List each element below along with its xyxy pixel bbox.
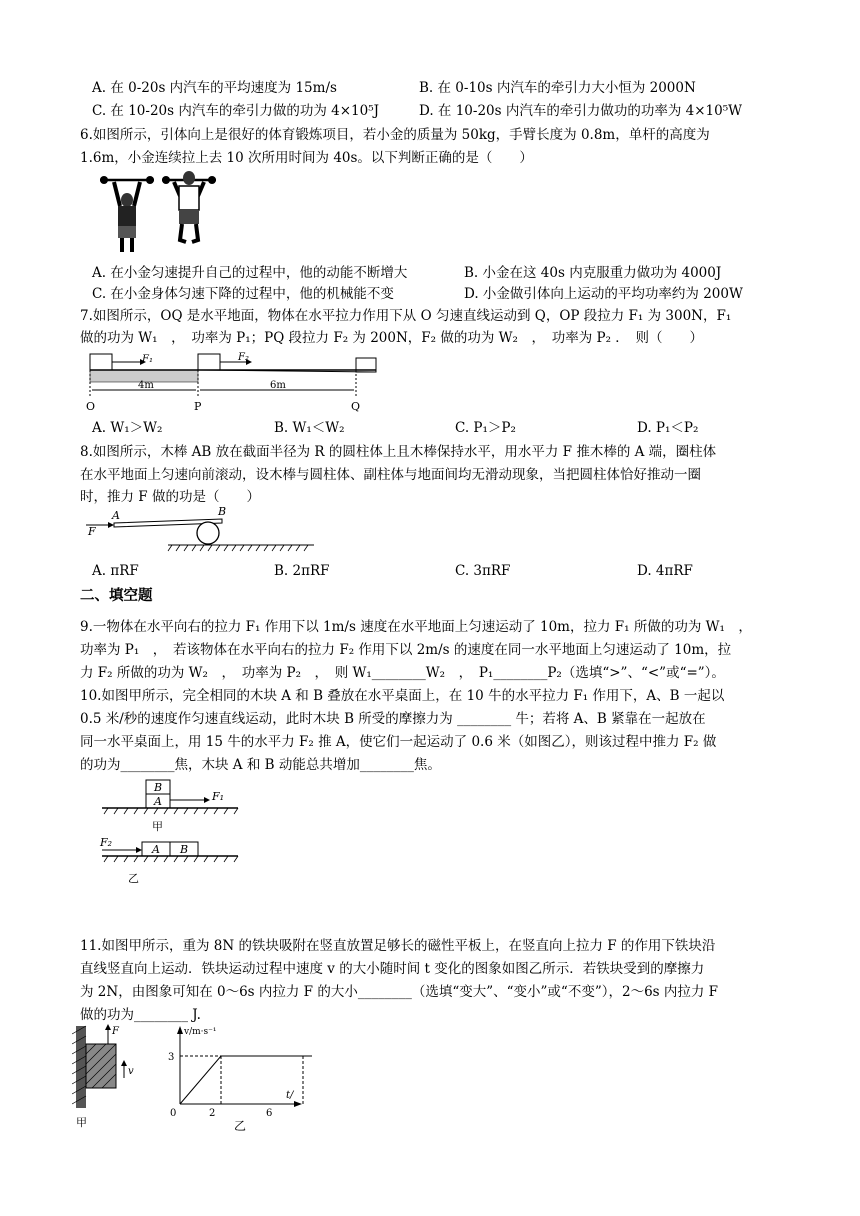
q10-yi-label-b: B <box>180 843 189 856</box>
q7-option-d: D. P₁＜P₂ <box>637 420 699 436</box>
q10-stem-line4: 的功为________焦，木块 A 和 B 动能总共增加________焦。 <box>80 757 441 773</box>
q7-label-p: P <box>194 400 202 413</box>
q7-stem-line2: 做的功为 W₁ ， 功率为 P₁；PQ 段拉力 F₂ 为 200N，F₂ 做的功为 W₂ ， 功率为 P₂ ． 则（ ） <box>80 330 704 346</box>
q7-label-4m: 4m <box>138 380 154 391</box>
q10-label-yi: 乙 <box>128 872 139 885</box>
q10-stem-line1: 10.如图甲所示，完全相同的木块 A 和 B 叠放在水平桌面上，在 10 牛的水平拉力 F₁ 作用下，A、B 一起以 <box>80 688 725 704</box>
section-heading-fill-in: 二、填空题 <box>80 588 153 604</box>
q8-option-d: D. 4πRF <box>637 563 693 579</box>
q10-jia-label-b: B <box>154 781 163 794</box>
q11-label-v: v <box>128 1066 134 1077</box>
q5-option-b: B. 在 0-10s 内汽车的牵引力大小恒为 2000N <box>419 80 696 96</box>
q11-stem-line3: 为 2N，由图象可知在 0～6s 内拉力 F 的大小________（选填“变大”、“变小”或“不变”），2～6s 内拉力 F <box>80 984 719 1000</box>
q11-stem-line2: 直线竖直向上运动．铁块运动过程中速度 v 的大小随时间 t 变化的图象如图乙所示．若铁块受到的摩擦力 <box>80 961 705 977</box>
q6-stem-line1: 6.如图所示，引体向上是很好的体育锻炼项目，若小金的质量为 50kg，手臂长度为 0.8m，单杆的高度为 <box>80 127 710 143</box>
q8-label-b: B <box>218 505 227 518</box>
q8-option-c: C. 3πRF <box>455 563 511 579</box>
q6-option-a: A. 在小金匀速提升自己的过程中，他的动能不断增大 <box>92 265 408 281</box>
q10-label-f2: F₂ <box>100 836 113 849</box>
q11-chart-origin: 0 <box>170 1108 177 1119</box>
q8-option-b: B. 2πRF <box>274 563 330 579</box>
q5-option-a: A. 在 0-20s 内汽车的平均速度为 15m/s <box>92 80 337 96</box>
q10-stem-line2: 0.5 米/秒的速度作匀速直线运动，此时木块 B 所受的摩擦力为 ________ 牛；若将 A、B 紧靠在一起放在 <box>80 711 706 727</box>
q7-label-f2: F₂ <box>238 352 249 363</box>
q6-option-c: C. 在小金身体匀速下降的过程中，他的机械能不变 <box>92 286 394 302</box>
q11-label-jia: 甲 <box>76 1116 87 1129</box>
q9-stem-line3: 力 F₂ 所做的功为 W₂ ， 功率为 P₂ ， 则 W₁________W₂ ， P₁________P₂（选填“>”、“<”或“=”）。 <box>80 665 725 681</box>
q6-stem-line2: 1.6m，小金连续拉上去 10 次所用时间为 40s。以下判断正确的是（ ） <box>80 150 533 166</box>
q8-option-a: A. πRF <box>92 563 139 579</box>
q11-chart-xlabel: t/ <box>286 1090 294 1101</box>
q11-vt-chart <box>168 1026 312 1119</box>
q8-stem-line3: 时，推力 F 做的功是（ ） <box>80 489 260 505</box>
q7-label-f1: F₁ <box>142 354 153 365</box>
q8-figure <box>84 505 320 555</box>
q11-chart-xtick-2: 2 <box>209 1108 216 1119</box>
q7-option-c: C. P₁＞P₂ <box>455 420 516 436</box>
q11-label-yi: 乙 <box>234 1119 247 1132</box>
q10-figure <box>92 774 252 890</box>
q5-option-d: D. 在 10-20s 内汽车的牵引力做功的功率为 4×10⁵W <box>419 103 743 119</box>
q8-stem-line1: 8.如图所示，木棒 AB 放在截面半径为 R 的圆柱体上且木棒保持水平，用水平力 F 推木棒的 A 端，圈柱体 <box>80 444 717 460</box>
q10-stem-line3: 同一水平桌面上，用 15 牛的水平力 F₂ 推 A，使它们一起运动了 0.6 米（如图乙），则该过程中推力 F₂ 做 <box>80 734 717 750</box>
q7-option-b: B. W₁＜W₂ <box>274 420 345 436</box>
q8-label-a: A <box>112 509 120 522</box>
q8-stem-line2: 在水平地面上匀速向前滚动，设木棒与圆柱体、副柱体与地面间均无滑动现象，当把圆柱体恰好推动一圈 <box>80 467 701 483</box>
q5-option-c: C. 在 10-20s 内汽车的牵引力做的功为 4×10⁵J <box>92 103 380 119</box>
q7-label-6m: 6m <box>270 380 286 391</box>
q10-yi-label-a: A <box>152 843 160 856</box>
q6-option-d: D. 小金做引体向上运动的平均功率约为 200W <box>464 286 743 302</box>
q10-jia-label-a: A <box>154 795 162 808</box>
q11-chart-ylabel: v/m·s⁻¹ <box>184 1027 217 1037</box>
q11-chart-xtick-6: 6 <box>266 1108 273 1119</box>
q7-label-q: Q <box>351 400 361 413</box>
q9-stem-line1: 9.一物体在水平向右的拉力 F₁ 作用下以 1m/s 速度在水平地面上匀速运动了 10m，拉力 F₁ 所做的功为 W₁ ， <box>80 619 752 635</box>
q7-figure <box>80 350 380 416</box>
q11-chart-ytick-3: 3 <box>168 1052 175 1063</box>
q7-stem-line1: 7.如图所示，OQ 是水平地面，物体在水平拉力作用下从 O 匀速直线运动到 Q，OP 段拉力 F₁ 为 300N，F₁ <box>80 308 732 324</box>
q6-option-b: B. 小金在这 40s 内克服重力做功为 4000J <box>464 265 722 281</box>
q10-label-f1: F₁ <box>212 790 225 803</box>
q11-stem-line1: 11.如图甲所示，重为 8N 的铁块吸附在竖直放置足够长的磁性平板上，在竖直向上拉力 F 的作用下铁块沿 <box>80 938 716 954</box>
q10-label-jia: 甲 <box>152 820 163 833</box>
q11-stem-line4: 做的功为________ J. <box>80 1007 201 1023</box>
q7-option-a: A. W₁＞W₂ <box>92 420 163 436</box>
q7-label-o: O <box>86 400 96 413</box>
q9-stem-line2: 功率为 P₁ ， 若该物体在水平向右的拉力 F₂ 作用下以 2m/s 的速度在同一水平地面上匀速运动了 10m，拉 <box>80 642 732 658</box>
q11-figure <box>72 1022 312 1132</box>
q6-pullup-figure <box>96 170 220 256</box>
q11-label-f: F <box>112 1026 119 1037</box>
q8-label-f: F <box>88 525 96 538</box>
